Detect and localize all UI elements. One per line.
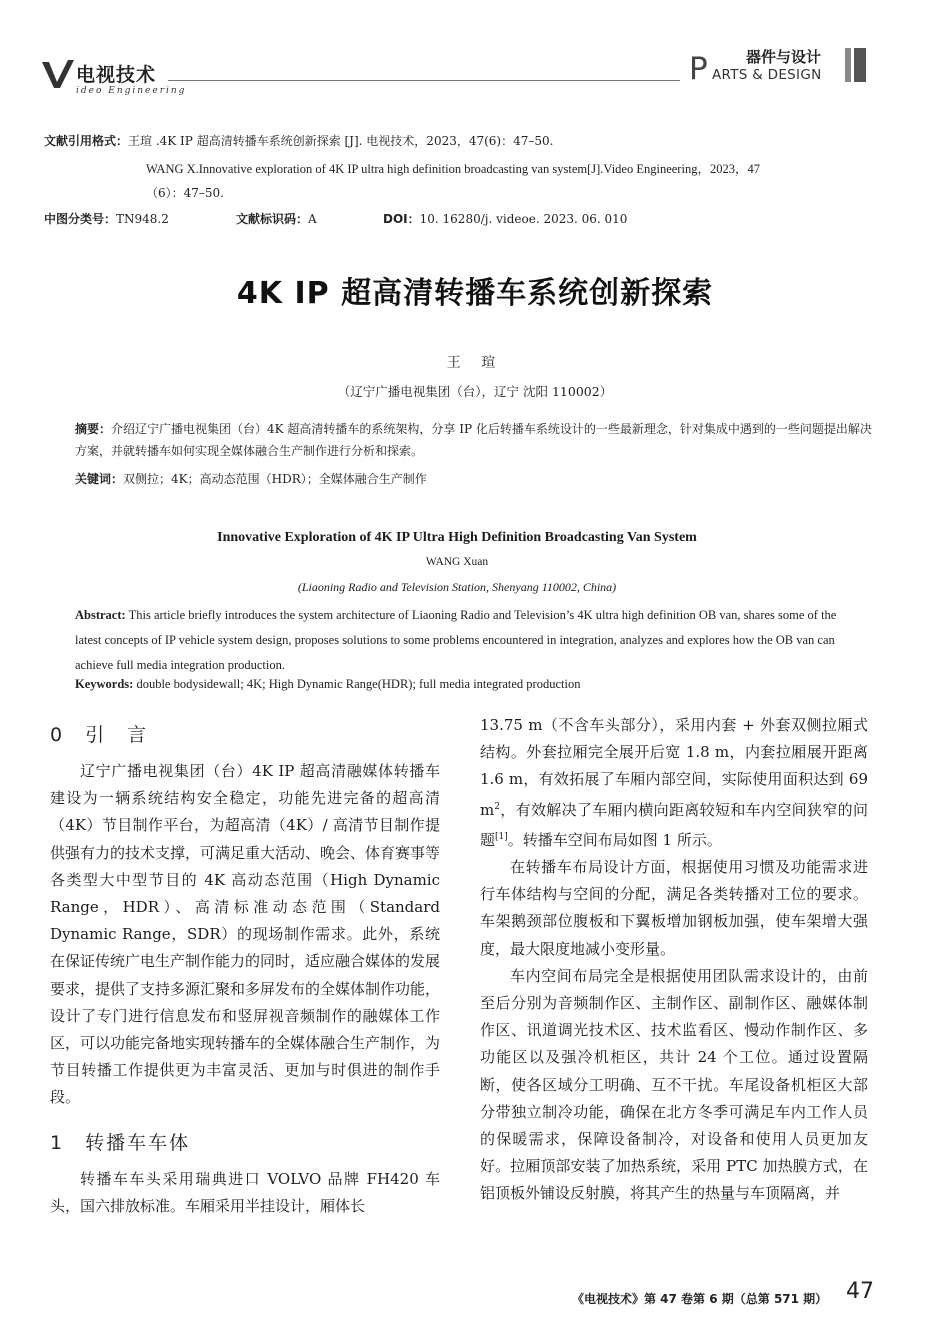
clc-number: 中图分类号：TN948.2 bbox=[44, 212, 169, 226]
paragraph-vehicle: 转播车车头采用瑞典进口 VOLVO 品牌 FH420 车头，国六排放标准。车厢采用半挂设计，厢体长 bbox=[50, 1170, 440, 1216]
english-keywords-label: Keywords: bbox=[75, 677, 134, 691]
header-rule bbox=[168, 80, 680, 81]
english-abstract bbox=[75, 603, 865, 678]
paragraph-space: 车内空间布局完全是根据使用团队需求设计的，由前至后分别为音频制作区、主制作区、副制作区、融媒体制作区、讯道调光技术区、技术监看区、慢动作制作区、多功能区以及强冷机柜区，共计 24 个工位。通过设置隔断，使各区域分工明确、互不干扰。车尾设备机柜区大部分带独立制冷功能，确保在北方冬季可满足车内工作人员的保暖需求，保障设备制冷，对设备和使用人员更加友好。拉厢顶部安装了加热系统，采用 PTC 加热膜方式，在铝顶板外铺设反射膜，将其产生的热量与车顶隔离，并 bbox=[480, 966, 868, 1203]
citation-en-cont: （6）：47–50. bbox=[146, 186, 224, 200]
english-title: Innovative Exploration of 4K IP Ultra High Definition Broadcasting Van System bbox=[217, 530, 697, 545]
paragraph-layout: 在转播车布局设计方面，根据使用习惯及功能需求进行车体结构与空间的分配，满足各类转播对工位的要求。车架鹅颈部位腹板和下翼板增加钢板加强，使车架增大强度，最大限度地减小变形量。 bbox=[480, 858, 868, 958]
english-abstract-label: Abstract: bbox=[75, 608, 126, 622]
abstract-label: 摘要： bbox=[75, 422, 112, 436]
header-bar-light bbox=[845, 48, 851, 82]
doi: DOI：10. 16280/j. videoe. 2023. 06. 010 bbox=[383, 212, 628, 226]
journal-logo-subtitle: ideo Engineering bbox=[76, 86, 187, 96]
abstract-cn bbox=[75, 418, 875, 462]
document-code: 文献标识码：A bbox=[236, 212, 317, 226]
english-author: WANG Xuan bbox=[425, 556, 489, 568]
page-number: 47 bbox=[846, 1279, 874, 1304]
citation-label: 文献引用格式： bbox=[44, 134, 129, 148]
article-author: 王 瑄 bbox=[446, 355, 504, 371]
footer-journal-info: 《电视技术》第 47 卷第 6 期（总第 571 期） bbox=[572, 1292, 828, 1306]
section-title-en: ARTS & DESIGN bbox=[712, 67, 822, 83]
article-title: 4K IP 超高清转播车系统创新探索 bbox=[236, 276, 714, 311]
section-title-cn: 器件与设计 bbox=[746, 48, 822, 66]
citation-en: WANG X.Innovative exploration of 4K IP ultra high definition broadcasting van system[J].Video Engineering，2023，47 bbox=[146, 162, 760, 176]
reference-1: [1] bbox=[495, 831, 508, 842]
journal-logo-text: 电视技术 bbox=[76, 64, 157, 86]
paragraph-intro: 辽宁广播电视集团（台）4K IP 超高清融媒体转播车建设为一辆系统结构安全稳定，功能先进完备的超高清（4K）节目制作平台，为超高清（4K）/ 高清节目制作提供强有力的技术支撑，可满足重大活动、晚会、体育赛事等各类型大中型节目的 4K 高动态范围（High Dynamic Range，HDR）、高清标准动态范围（Standard Dynamic Range，SDR）的现场制作需求。此外，系统在保证传统广电生产制作能力的同时，适应融合媒体的发展要求，提供了支持多源汇聚和多屏发布的全媒体制作功能，设计了专门进行信息发布和竖屏视音频制作的融媒体工作区，可以功能完备地实现转播车的全媒体融合生产制作，为节目转播工作提供更为丰富灵活、更加与时俱进的制作手段。 bbox=[50, 762, 441, 1107]
body-right-column bbox=[480, 712, 868, 1208]
english-keywords-text: double bodysidewall; 4K; High Dynamic Range(HDR); full media integrated production bbox=[136, 677, 581, 691]
english-abstract-text: This article briefly introduces the system architecture of Liaoning Radio and Television’s 4K ultra high definition OB van, shares some of the latest concepts of IP vehicle system design, proposes solutions to some problems encountered in integration, analyzes and explores how the OB van can achieve full media integration production. bbox=[75, 608, 837, 672]
body-left-column-vehicle bbox=[50, 1166, 440, 1220]
header-bar-dark bbox=[854, 48, 866, 82]
keywords-text: 双侧拉；4K；高动态范围（HDR）；全媒体融合生产制作 bbox=[123, 472, 427, 486]
section-initial: P bbox=[689, 51, 708, 87]
keywords-label: 关键词： bbox=[75, 472, 124, 486]
section-heading-intro: 0 引 言 bbox=[50, 724, 149, 746]
keywords-cn bbox=[75, 468, 875, 490]
citation-line-cn bbox=[44, 132, 553, 149]
section-heading-vehicle: 1 转播车车体 bbox=[50, 1132, 191, 1154]
citation-cn: 王瑄 .4K IP 超高清转播车系统创新探索 [J]. 电视技术，2023，47(6)：47–50. bbox=[128, 134, 554, 148]
english-affiliation: (Liaoning Radio and Television Station, Shenyang 110002, China) bbox=[297, 580, 617, 594]
english-keywords bbox=[75, 677, 865, 692]
body-left-column-intro bbox=[50, 758, 440, 1112]
abstract-text: 介绍辽宁广播电视集团（台）4K 超高清转播车的系统架构，分享 IP 化后转播车系统设计的一些最新理念，针对集成中遇到的一些问题提出解决方案，并就转播车如何实现全媒体融合生产制作进行分析和探索。 bbox=[75, 422, 872, 458]
journal-logo-icon bbox=[40, 58, 76, 92]
article-affiliation: （辽宁广播电视集团（台），辽宁 沈阳 110002） bbox=[337, 384, 613, 399]
paragraph-vehicle-continued: 13.75 m（不含车头部分），采用内套 + 外套双侧拉厢式结构。外套拉厢完全展开后宽 1.8 m，内套拉厢展开距离 1.6 m，有效拓展了车厢内部空间，实际使用面积达到 69 $m^2$，有效解决了车厢内横向距离较短和车内空间狭窄的问题[1]。转播车空间布局如图 1 所示。 bbox=[480, 716, 868, 849]
